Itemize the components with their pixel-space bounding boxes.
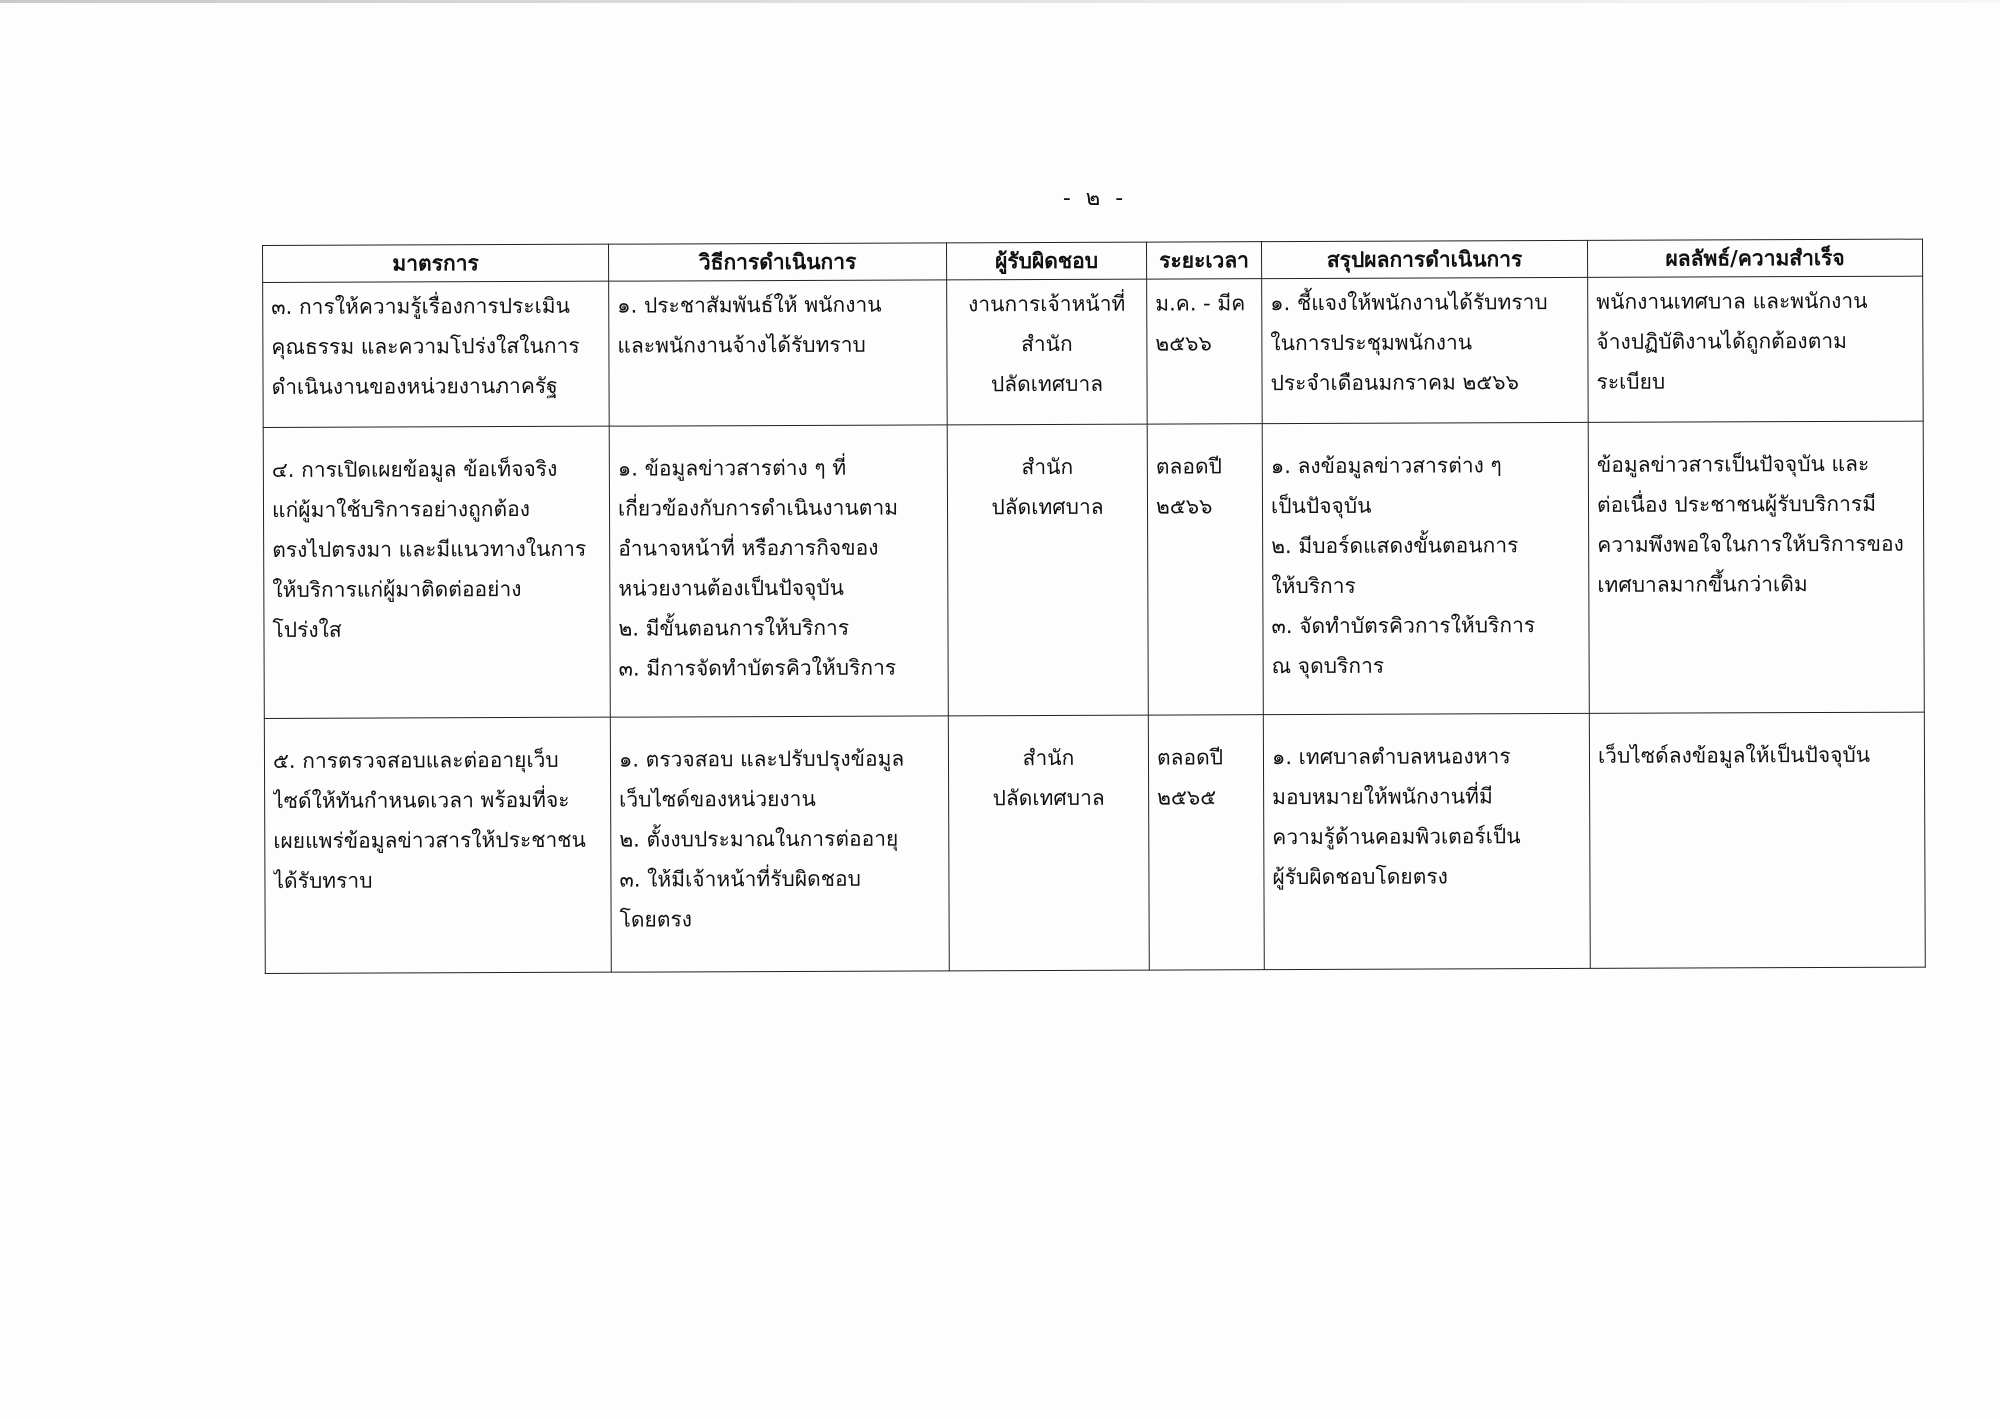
measure-line: ได้รับทราบ [273,868,373,893]
result-line: เว็บไซด์ลงข้อมูลให้เป็นปัจจุบัน [1597,742,1871,768]
summary-line: มอบหมายให้พนักงานที่มี [1272,784,1493,810]
header-result: ผลลัพธ์/ความสำเร็จ [1587,239,1922,277]
summary-line: ๑. เทศบาลตำบลหนองหาร [1271,744,1511,770]
scan-top-edge [0,0,2000,3]
measure-line: ๔. การเปิดเผยข้อมูล ข้อเท็จจริง [271,456,558,482]
measure-line: ๓. การให้ความรู้เรื่องการประเมิน [271,293,571,319]
method-line: ๒. ตั้งงบประมาณในการต่ออายุ [619,826,899,852]
measure-line: โปร่งใส [272,617,342,642]
measure-cell [263,281,610,427]
method-line: ๑. ประชาสัมพันธ์ให้ พนักงาน [617,292,882,318]
header-responsible: ผู้รับผิดชอบ [946,242,1146,280]
result-line: ระเบียบ [1596,369,1666,394]
header-summary: สรุปผลการดำเนินการ [1261,240,1587,278]
result-line: ข้อมูลข่าวสารเป็นปัจจุบัน และ [1596,451,1870,477]
responsible-line: สำนัก [1022,745,1075,771]
period-line: ๒๕๖๖ [1155,331,1212,356]
responsible-line: ปลัดเทศบาล [992,785,1105,811]
method-line: เว็บไซด์ของหน่วยงาน [619,786,816,812]
method-cell [609,280,948,426]
measure-line: คุณธรรม และความโปร่งใสในการ [271,333,580,359]
period-line: ตลอดปี [1156,745,1224,770]
summary-cell [1262,277,1589,423]
page-number: - ๒ - [1062,186,1128,211]
period-cell [1147,279,1263,424]
measure-line: ให้บริการแก่ผู้มาติดต่ออย่าง [272,577,522,602]
method-line: อำนาจหน้าที่ หรือภารกิจของ [618,535,879,561]
measure-line: เผยแพร่ข้อมูลข่าวสารให้ประชาชน [273,827,586,853]
result-cell [1588,276,1924,422]
method-cell [610,716,949,972]
period-cell [1148,715,1264,970]
result-line: พนักงานเทศบาล และพนักงาน [1596,288,1868,314]
measure-cell [264,717,611,973]
summary-line: ให้บริการ [1271,573,1356,599]
responsible-cell [947,279,1148,425]
method-line: ๑. ตรวจสอบ และปรับปรุงข้อมูล [618,746,905,772]
method-line: โดยตรง [619,907,693,932]
responsible-line: สำนัก [1020,331,1073,357]
responsible-line: ปลัดเทศบาล [991,494,1104,520]
measure-line: ๕. การตรวจสอบและต่ออายุเว็บ [272,747,559,773]
summary-line: ความรู้ด้านคอมพิวเตอร์เป็น [1272,824,1521,850]
responsible-line: งานการเจ้าหน้าที่ [968,291,1126,317]
period-cell [1147,424,1263,715]
result-line: ต่อเนื่อง ประชาชนผู้รับบริการมี [1596,491,1877,517]
summary-cell [1263,713,1590,969]
method-line: เกี่ยวข้องกับการดำเนินงานตาม [617,495,899,521]
responsible-line: ปลัดเทศบาล [990,371,1104,397]
summary-line: ๒. มีบอร์ดแสดงขั้นตอนการ [1271,533,1519,559]
measure-line: ดำเนินงานของหน่วยงานภาครัฐ [271,373,558,399]
result-cell [1589,712,1925,968]
period-line: ม.ค. - มีค [1155,291,1246,316]
summary-line: ในการประชุมพนักงาน [1270,330,1473,356]
measure-line: ไซด์ให้ทันกำหนดเวลา พร้อมที่จะ [273,787,570,813]
result-line: ความพึงพอใจในการให้บริการของ [1597,531,1904,557]
method-line: ๓. มีการจัดทำบัตรคิวให้บริการ [618,655,897,681]
table-row [263,421,1924,718]
header-measure: มาตรการ [263,244,609,282]
summary-line: ประจำเดือนมกราคม ๒๕๖๖ [1270,370,1519,396]
measure-line: แก่ผู้มาใช้บริการอย่างถูกต้อง [271,496,531,522]
result-line: จ้างปฏิบัติงานได้ถูกต้องตาม [1596,328,1847,354]
period-line: ๒๕๖๕ [1157,785,1217,810]
method-line: ๓. ให้มีเจ้าหน้าที่รับผิดชอบ [619,866,861,892]
summary-line: ผู้รับผิดชอบโดยตรง [1272,864,1448,890]
measures-table [262,239,1926,974]
header-method: วิธีการดำเนินการ [608,243,946,281]
responsible-cell [948,715,1149,971]
period-line: ตลอดปี [1155,454,1222,479]
header-period: ระยะเวลา [1146,242,1261,279]
period-line: ๒๕๖๖ [1155,494,1213,519]
responsible-line: สำนัก [1021,454,1074,480]
summary-cell [1262,422,1589,714]
method-line: ๒. มีขั้นตอนการให้บริการ [618,615,850,641]
summary-line: ๑. ชี้แจงให้พนักงานได้รับทราบ [1270,290,1548,316]
method-cell [609,425,948,717]
result-line: เทศบาลมากขึ้นกว่าเดิม [1597,572,1808,597]
table-row [263,276,1924,427]
summary-line: เป็นปัจจุบัน [1270,493,1372,519]
method-line: ๑. ข้อมูลข่าวสารต่าง ๆ ที่ [617,455,847,481]
method-line: หน่วยงานต้องเป็นปัจจุบัน [618,575,845,601]
table-row [264,712,1925,973]
summary-line: ๓. จัดทำบัตรคิวการให้บริการ [1271,613,1536,639]
measure-line: ตรงไปตรงมา และมีแนวทางในการ [272,536,587,562]
measure-cell [263,426,610,718]
responsible-cell [947,424,1148,716]
table-header-row [263,239,1923,282]
method-line: และพนักงานจ้างได้รับทราบ [617,332,866,358]
summary-line: ณ จุดบริการ [1271,653,1385,679]
result-cell [1588,421,1924,713]
summary-line: ๑. ลงข้อมูลข่าวสารต่าง ๆ [1270,453,1502,479]
